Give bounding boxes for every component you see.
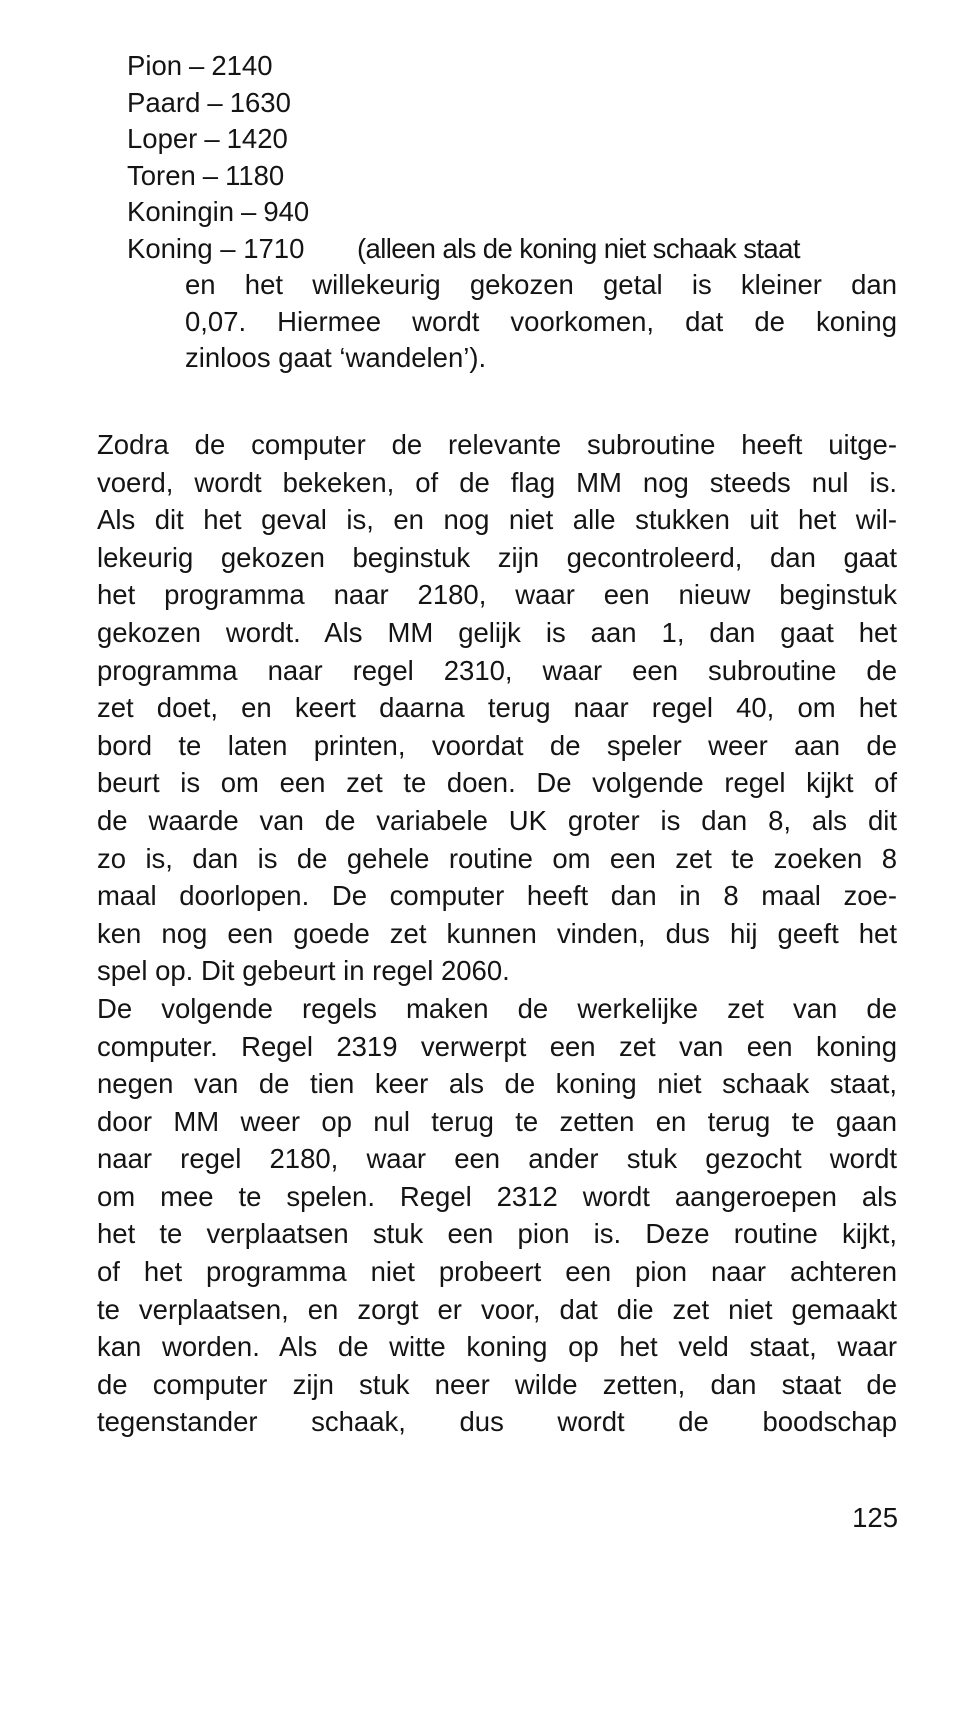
- koning-entry: [127, 231, 897, 377]
- piece-name: Koningin: [127, 196, 235, 227]
- list-item: [127, 85, 897, 122]
- text-line: de waarde van de variabele UK groter is dan 8, als dit: [97, 804, 897, 836]
- koning-note-line: en het willekeurig gekozen getal is kleiner dan: [185, 269, 897, 300]
- paragraph: [97, 426, 897, 990]
- list-item: [127, 194, 897, 231]
- piece-name: Loper: [127, 123, 198, 154]
- koning-note: [127, 267, 897, 377]
- text-line: zo is, dan is de gehele routine om een zet te zoeken 8: [97, 842, 897, 874]
- text-line: bord te laten printen, voordat de speler weer aan de: [97, 729, 897, 761]
- dash: –: [204, 123, 220, 154]
- piece-name: Toren: [127, 159, 196, 191]
- text-line: voerd, wordt bekeken, of de flag MM nog steeds nul is.: [97, 466, 897, 498]
- text-line: of het programma niet probeert een pion naar achteren: [97, 1256, 897, 1288]
- text-line: maal doorlopen. De computer heeft dan in 8 maal zoe-: [97, 880, 897, 912]
- piece-name: Paard: [127, 86, 201, 118]
- text-line: lekeurig gekozen beginstuk zijn gecontroleerd, dan gaat: [97, 541, 897, 573]
- piece-value: 940: [263, 196, 310, 227]
- list-item: [127, 158, 897, 195]
- koning-note-line: zinloos gaat ‘wandelen’).: [185, 342, 487, 373]
- text-line: door MM weer op nul terug te zetten en terug te gaan: [97, 1105, 897, 1137]
- piece-value: 1630: [229, 86, 291, 118]
- list-item: [127, 48, 897, 85]
- text-line: computer. Regel 2319 verwerpt een zet van een koning: [97, 1030, 897, 1062]
- text-line: het programma naar 2180, waar een nieuw beginstuk: [97, 579, 897, 611]
- text-line: het te verplaatsen stuk een pion is. Deze routine kijkt,: [97, 1218, 897, 1250]
- koning-head: Koning – 1710: [127, 232, 305, 264]
- text-line: gekozen wordt. Als MM gelijk is aan 1, dan gaat het: [97, 616, 897, 648]
- text-line: beurt is om een zet te doen. De volgende regel kijkt of: [97, 767, 897, 799]
- text-line: kan worden. Als de witte koning op het veld staat, waar: [97, 1331, 897, 1363]
- text-line: ken nog een goede zet kunnen vinden, dus hij geeft het: [97, 917, 897, 949]
- text-line: Als dit het geval is, en nog niet alle stukken uit het wil-: [97, 504, 897, 536]
- text-line: negen van de tien keer als de koning niet schaak staat,: [97, 1068, 897, 1100]
- paragraph: [97, 990, 897, 1441]
- piece-value: 1180: [225, 159, 285, 191]
- koning-note-start: (alleen als de koning niet schaak staat: [357, 232, 800, 264]
- text-line: tegenstander schaak, dus wordt de boodschap: [97, 1406, 897, 1438]
- piece-name: Pion: [127, 50, 183, 81]
- text-line: de computer zijn stuk neer wilde zetten, dan staat de: [97, 1368, 897, 1400]
- dash: –: [202, 159, 219, 191]
- text-line: De volgende regels maken de werkelijke zet van de: [97, 992, 897, 1024]
- text-line: Zodra de computer de relevante subroutine heeft uitge-: [97, 429, 897, 460]
- text-line: spel op. Dit gebeurt in regel 2060.: [97, 955, 510, 987]
- text-line: naar regel 2180, waar een ander stuk gezocht wordt: [97, 1143, 897, 1175]
- dash: –: [189, 50, 205, 81]
- piece-value: 2140: [211, 50, 273, 81]
- piece-value: 1420: [226, 123, 288, 154]
- koning-note-line: 0,07. Hiermee wordt voorkomen, dat de koning: [185, 305, 897, 337]
- koning-first-line: [127, 231, 897, 268]
- text-line: zet doet, en keert daarna terug naar regel 40, om het: [97, 692, 897, 724]
- page-number: 125: [852, 1502, 898, 1533]
- dash: –: [241, 196, 257, 227]
- piece-value-list: [127, 48, 897, 377]
- text-line: te verplaatsen, en zorgt er voor, dat die zet niet gemaakt: [97, 1293, 897, 1325]
- text-line: om mee te spelen. Regel 2312 wordt aangeroepen als: [97, 1180, 897, 1212]
- text-line: programma naar regel 2310, waar een subroutine de: [97, 654, 897, 686]
- dash: –: [207, 86, 223, 118]
- list-item: [127, 121, 897, 158]
- body-text: [97, 426, 897, 1441]
